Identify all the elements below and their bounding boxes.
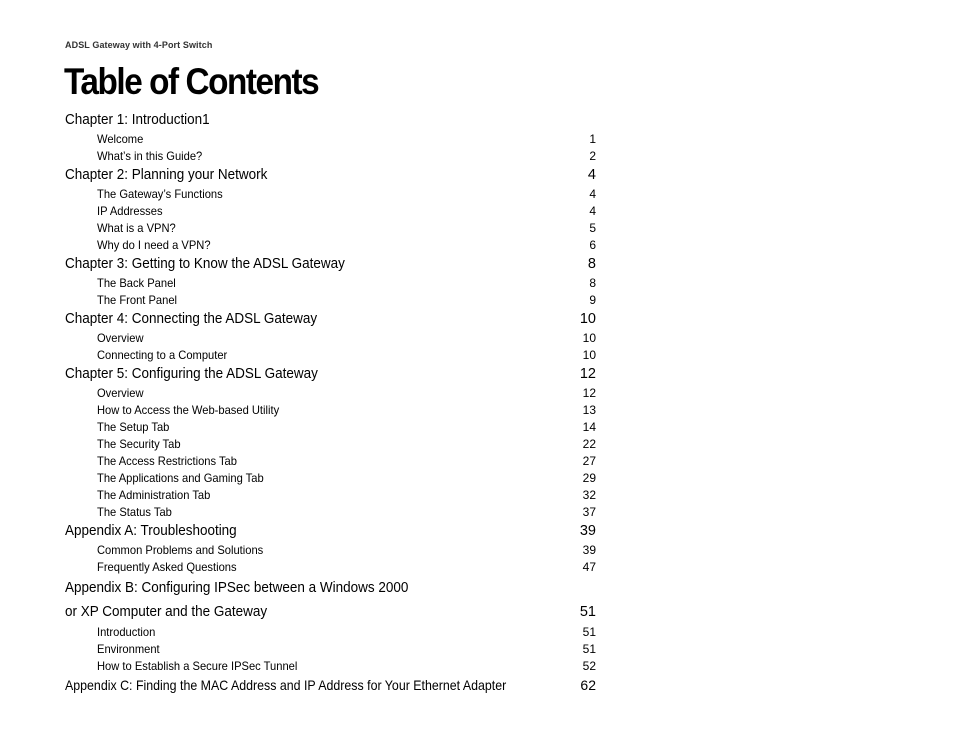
- toc-page-number: 47: [582, 560, 596, 574]
- toc-page-number: 8: [587, 256, 596, 272]
- toc-chapter-label: Chapter 2: Planning your Network: [65, 167, 268, 183]
- toc-chapter-label: Appendix B: Configuring IPSec between a Windows 2000: [65, 580, 409, 596]
- toc-entry[interactable]: [65, 504, 596, 521]
- toc-entry[interactable]: [65, 330, 596, 347]
- toc-page-number: 13: [582, 403, 596, 417]
- toc-entry-label: Common Problems and Solutions: [97, 543, 264, 557]
- toc-entry-label: Introduction: [97, 625, 156, 639]
- toc-entry[interactable]: [65, 402, 596, 419]
- toc-entry[interactable]: [65, 470, 596, 487]
- toc-entry-label: The Access Restrictions Tab: [97, 454, 237, 468]
- toc-appendix-b-line1[interactable]: [65, 576, 596, 600]
- toc-entry[interactable]: [65, 203, 596, 220]
- toc-page-number: 62: [580, 677, 596, 693]
- toc-entry[interactable]: [65, 419, 596, 436]
- toc-entry[interactable]: [65, 237, 596, 254]
- toc-chapter-label: Appendix A: Troubleshooting: [65, 523, 237, 539]
- toc-entry[interactable]: [65, 542, 596, 559]
- toc-page-number: 39: [579, 523, 596, 539]
- toc-page-number: 27: [582, 454, 596, 468]
- toc-chapter-label: Chapter 5: Configuring the ADSL Gateway: [65, 366, 318, 382]
- toc-chapter-label: Chapter 4: Connecting the ADSL Gateway: [65, 311, 318, 327]
- toc-page-number: 51: [582, 642, 596, 656]
- toc-page-number: 12: [579, 366, 596, 382]
- toc-page-number: 39: [582, 543, 596, 557]
- toc-chapter-2[interactable]: [65, 165, 596, 186]
- toc-page-number: 8: [589, 276, 596, 290]
- toc-page-number: 10: [579, 311, 596, 327]
- toc-entry[interactable]: [65, 641, 596, 658]
- toc-entry-label: How to Access the Web-based Utility: [97, 403, 280, 417]
- toc-entry-label: The Setup Tab: [97, 420, 170, 434]
- toc-entry-label: Frequently Asked Questions: [97, 560, 237, 574]
- toc-page-number: 32: [582, 488, 596, 502]
- toc-entry[interactable]: [65, 220, 596, 237]
- toc-appendix-b-line2[interactable]: [65, 600, 596, 624]
- toc-chapter-label: Chapter 3: Getting to Know the ADSL Gateway: [65, 256, 345, 272]
- toc-entry-label: What is a VPN?: [97, 221, 176, 235]
- toc-entry[interactable]: [65, 453, 596, 470]
- toc-entry-label: The Administration Tab: [97, 488, 211, 502]
- toc-page-number: 5: [589, 221, 596, 235]
- toc-entry-label: Welcome: [97, 132, 144, 146]
- toc-entry-label: The Back Panel: [97, 276, 176, 290]
- toc-page-number: 12: [582, 386, 596, 400]
- toc-chapter-label: or XP Computer and the Gateway: [65, 604, 268, 620]
- toc-page-number: 22: [582, 437, 596, 451]
- toc-entry-label: Connecting to a Computer: [97, 348, 228, 362]
- toc-page-number: 1: [589, 132, 596, 146]
- toc-entry[interactable]: [65, 186, 596, 203]
- toc-chapter-label: Appendix C: Finding the MAC Address and IP Address for Your Ethernet Adapter: [65, 677, 507, 693]
- toc-page-number: 2: [589, 149, 596, 163]
- toc-entry-label: IP Addresses: [97, 204, 163, 218]
- toc-entry[interactable]: [65, 275, 596, 292]
- toc-page-number: 4: [589, 204, 596, 218]
- toc-entry-label: The Status Tab: [97, 505, 172, 519]
- running-header: ADSL Gateway with 4-Port Switch: [65, 40, 213, 50]
- toc-entry[interactable]: [65, 292, 596, 309]
- toc-entry[interactable]: [65, 131, 596, 148]
- toc-entry[interactable]: [65, 148, 596, 165]
- table-of-contents: [65, 110, 596, 696]
- toc-appendix-a[interactable]: [65, 521, 596, 542]
- toc-entry[interactable]: [65, 559, 596, 576]
- toc-page-number: 4: [587, 167, 596, 183]
- toc-chapter-4[interactable]: [65, 309, 596, 330]
- toc-page-number: 51: [579, 604, 596, 620]
- toc-entry[interactable]: [65, 436, 596, 453]
- toc-entry-label: What’s in this Guide?: [97, 149, 203, 163]
- toc-page-number: 9: [589, 293, 596, 307]
- page-title: Table of Contents: [64, 61, 319, 102]
- toc-entry-label: The Applications and Gaming Tab: [97, 471, 264, 485]
- toc-entry-label: Environment: [97, 642, 160, 656]
- toc-page-number: 14: [582, 420, 596, 434]
- toc-entry[interactable]: [65, 385, 596, 402]
- toc-chapter-5[interactable]: [65, 364, 596, 385]
- toc-page-number: 6: [589, 238, 596, 252]
- toc-entry-label: How to Establish a Secure IPSec Tunnel: [97, 659, 298, 673]
- toc-chapter-3[interactable]: [65, 254, 596, 275]
- toc-entry-label: The Gateway’s Functions: [97, 187, 223, 201]
- toc-chapter-label: Chapter 1: Introduction1: [65, 112, 210, 128]
- toc-entry[interactable]: [65, 624, 596, 641]
- toc-page-number: 10: [582, 331, 596, 345]
- toc-entry[interactable]: [65, 658, 596, 675]
- toc-chapter-1[interactable]: [65, 110, 596, 131]
- toc-entry[interactable]: [65, 487, 596, 504]
- toc-entry-label: The Security Tab: [97, 437, 181, 451]
- toc-entry-label: The Front Panel: [97, 293, 178, 307]
- toc-page-number: 4: [589, 187, 596, 201]
- toc-page-number: 51: [582, 625, 596, 639]
- toc-appendix-c[interactable]: [65, 675, 596, 696]
- toc-page-number: 29: [582, 471, 596, 485]
- toc-page-number: 10: [582, 348, 596, 362]
- toc-entry[interactable]: [65, 347, 596, 364]
- toc-page-number: 52: [582, 659, 596, 673]
- toc-entry-label: Overview: [97, 386, 144, 400]
- toc-entry-label: Why do I need a VPN?: [97, 238, 211, 252]
- toc-page-number: 37: [582, 505, 596, 519]
- toc-entry-label: Overview: [97, 331, 144, 345]
